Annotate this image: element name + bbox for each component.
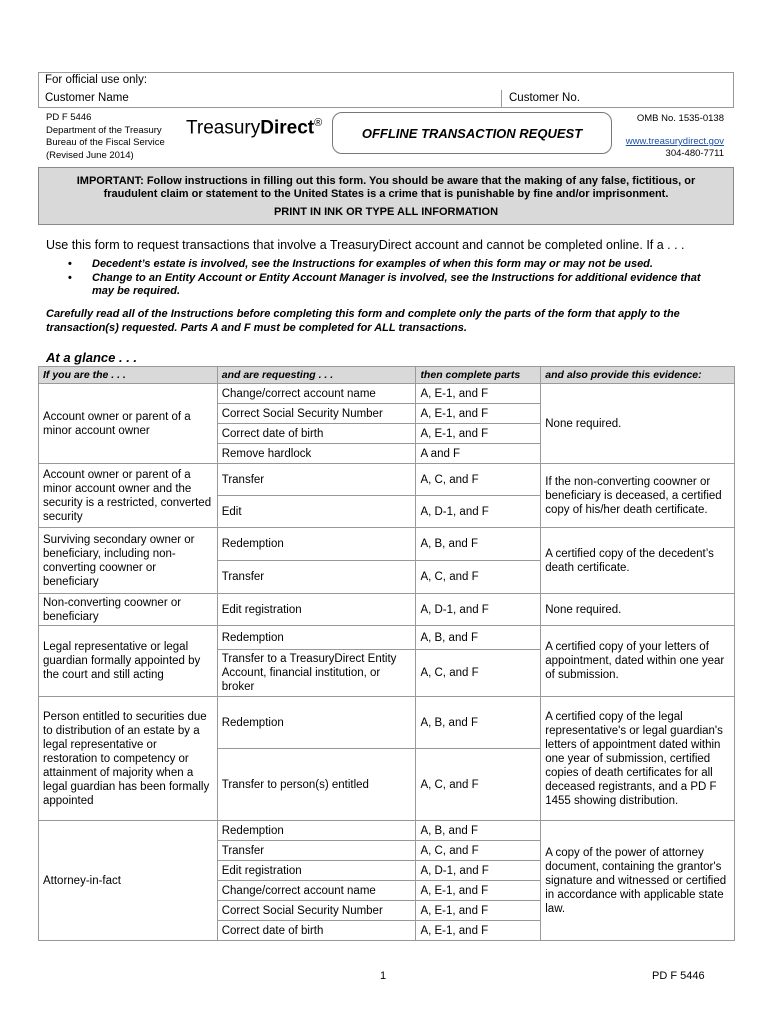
form-number: PD F 5446 [46, 112, 92, 123]
cell-parts: A, B, and F [416, 626, 541, 650]
cell-request: Redemption [217, 528, 416, 561]
agency-block [46, 112, 165, 162]
cell-request: Remove hardlock [217, 444, 416, 464]
cell-request: Transfer to person(s) entitled [217, 749, 416, 821]
cell-parts: A, E-1, and F [416, 384, 541, 404]
header-request: and are requesting . . . [217, 367, 416, 384]
cell-parts: A, B, and F [416, 697, 541, 749]
cell-parts: A, C, and F [416, 650, 541, 697]
cell-evidence: A certified copy of your letters of appointment, dated within one year of submission. [541, 626, 735, 697]
cell-who: Non-converting coowner or beneficiary [39, 594, 218, 626]
brand-plain: Treasury [186, 117, 261, 139]
cell-parts: A, B, and F [416, 821, 541, 841]
page-number: 1 [380, 970, 387, 982]
omb-number: OMB No. 1535-0138 [636, 113, 724, 124]
header-who: If you are the . . . [39, 367, 218, 384]
department: Department of the Treasury [46, 124, 162, 136]
cell-parts: A, E-1, and F [416, 901, 541, 921]
brand-bold: Direct [260, 117, 315, 139]
cell-who: Account owner or parent of a minor account owner and the security is a restricted, converted security [39, 464, 218, 528]
table-header-row [39, 367, 735, 384]
cell-request: Transfer [217, 561, 416, 594]
treasurydirect-logo [186, 117, 322, 139]
cell-parts: A, B, and F [416, 528, 541, 561]
cell-request: Transfer to a TreasuryDirect Entity Account, financial institution, or broker [217, 650, 416, 697]
important-notice [38, 167, 734, 225]
cell-parts: A, E-1, and F [416, 424, 541, 444]
list-item [68, 272, 718, 298]
header-evidence: and also provide this evidence: [541, 367, 735, 384]
cell-request: Correct date of birth [217, 921, 416, 941]
cell-request: Correct Social Security Number [217, 404, 416, 424]
customer-name-label: Customer Name [45, 92, 129, 104]
cell-request: Correct date of birth [217, 424, 416, 444]
cell-parts: A, C, and F [416, 561, 541, 594]
customer-no-label: Customer No. [509, 92, 580, 104]
cell-request: Redemption [217, 626, 416, 650]
cell-evidence: A certified copy of the legal representative's or legal guardian's letters of appointment dated within one year of submission, certified copies of death certificates for all deceased registrants, and a PD F 1455 showing distribution. [541, 697, 735, 821]
at-a-glance-heading: At a glance . . . [46, 350, 138, 365]
cell-parts: A, C, and F [416, 749, 541, 821]
cell-parts: A, E-1, and F [416, 881, 541, 901]
official-use-label: For official use only: [45, 74, 148, 86]
cell-request: Correct Social Security Number [217, 901, 416, 921]
table-row [39, 528, 735, 561]
bullet-list [68, 258, 718, 299]
cell-request: Change/correct account name [217, 384, 416, 404]
cell-request: Redemption [217, 697, 416, 749]
cell-evidence: None required. [541, 594, 735, 626]
header-parts: then complete parts [416, 367, 541, 384]
table-row [39, 384, 735, 404]
glance-table [38, 366, 735, 941]
cell-request: Edit registration [217, 861, 416, 881]
footer-form-number: PD F 5446 [652, 970, 705, 982]
list-item [68, 258, 718, 271]
cell-evidence: If the non-converting coowner or beneficiary is deceased, a certified copy of his/her death certificate. [541, 464, 735, 528]
cell-parts: A, D-1, and F [416, 594, 541, 626]
cell-parts: A, D-1, and F [416, 496, 541, 528]
cell-request: Edit [217, 496, 416, 528]
revised-date: (Revised June 2014) [46, 149, 134, 161]
bullet-icon: • [68, 272, 72, 284]
bureau: Bureau of the Fiscal Service [46, 137, 165, 148]
cell-parts: A and F [416, 444, 541, 464]
table-row [39, 464, 735, 496]
cell-parts: A, E-1, and F [416, 404, 541, 424]
cell-who: Attorney-in-fact [39, 821, 218, 941]
official-use-box [38, 72, 734, 108]
bullet-text: Decedent’s estate is involved, see the Instructions for examples of when this form may or may not be used. [92, 258, 653, 270]
important-text: IMPORTANT: Follow instructions in filling out this form. You should be aware that the making of any false, fictitious, or fraudulent claim or statement to the United States is a crime that is punishable by fine and/or imprisonment. [76, 175, 696, 200]
cell-evidence: A certified copy of the decedent’s death certificate. [541, 528, 735, 594]
cell-who: Account owner or parent of a minor account owner [39, 384, 218, 464]
cell-who: Legal representative or legal guardian formally appointed by the court and still acting [39, 626, 218, 697]
cell-request: Transfer [217, 464, 416, 496]
phone-number: 304-480-7711 [665, 148, 724, 159]
form-title: OFFLINE TRANSACTION REQUEST [332, 112, 612, 154]
intro-text: Use this form to request transactions that involve a TreasuryDirect account and cannot be completed online. If a . . . [46, 238, 685, 252]
bullet-icon: • [68, 258, 72, 270]
website-link[interactable]: www.treasurydirect.gov [625, 136, 724, 147]
cell-who: Surviving secondary owner or beneficiary, including non-converting coowner or beneficiary [39, 528, 218, 594]
table-row [39, 821, 735, 841]
careful-note: Carefully read all of the Instructions before completing this form and complete only the parts of the form that apply to the transaction(s) requested. Parts A and F must be completed for ALL transactions. [46, 308, 680, 334]
cell-request: Transfer [217, 841, 416, 861]
cell-parts: A, D-1, and F [416, 861, 541, 881]
cell-evidence: None required. [541, 384, 735, 464]
cell-evidence: A copy of the power of attorney document, containing the grantor's signature and witnessed or certified in accordance with applicable state law. [541, 821, 735, 941]
cell-who: Person entitled to securities due to distribution of an estate by a legal representative or restoration to competency or attainment of majority when a legal guardian has been formally appointed [39, 697, 218, 821]
omb-block [626, 113, 724, 160]
cell-parts: A, C, and F [416, 464, 541, 496]
bullet-text: Change to an Entity Account or Entity Account Manager is involved, see the Instructions for additional evidence that may be required. [92, 272, 701, 297]
divider [501, 90, 502, 107]
table-row [39, 697, 735, 749]
print-instruction: PRINT IN INK OR TYPE ALL INFORMATION [273, 206, 499, 218]
cell-request: Edit registration [217, 594, 416, 626]
registered-mark: ® [314, 117, 323, 129]
table-row [39, 594, 735, 626]
cell-parts: A, E-1, and F [416, 921, 541, 941]
cell-request: Redemption [217, 821, 416, 841]
cell-parts: A, C, and F [416, 841, 541, 861]
table-row [39, 626, 735, 650]
cell-request: Change/correct account name [217, 881, 416, 901]
